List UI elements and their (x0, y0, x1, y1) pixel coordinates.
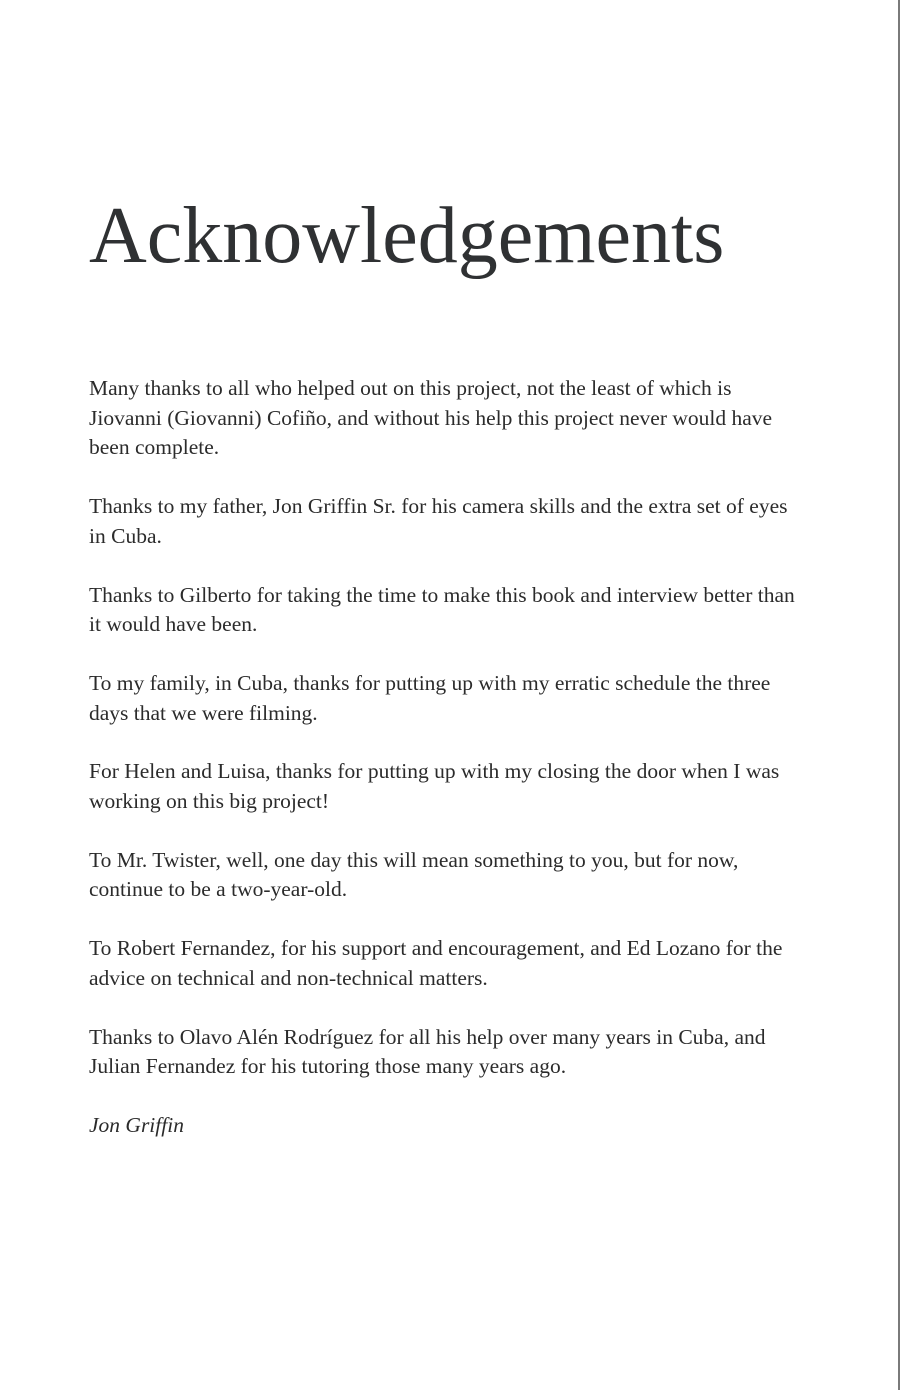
paragraph: To my family, in Cuba, thanks for putting up with my erratic schedule the three days that we were filming. (89, 670, 771, 725)
author-signature: Jon Griffin (89, 1112, 184, 1137)
paragraph: Thanks to my father, Jon Griffin Sr. for his camera skills and the extra set of eyes in Cuba. (89, 494, 788, 548)
page-title: Acknowledgements (89, 192, 725, 280)
paragraph: For Helen and Luisa, thanks for putting up with my closing the door when I was working on this big project! (89, 759, 780, 814)
paragraph: Thanks to Gilberto for taking the time to make this book and interview better than it would have been. (89, 582, 795, 637)
paragraph: To Robert Fernandez, for his support and encouragement, and Ed Lozano for the advice on technical and non-technical matters. (89, 936, 783, 990)
paragraph: To Mr. Twister, well, one day this will mean something to you, but for now, continue to be a two-year-old. (89, 847, 739, 902)
paragraph: Many thanks to all who helped out on this project, not the least of which is Jiovanni (Giovanni) Cofiño, and without his help this project never would have been complete. (89, 376, 773, 460)
paragraph: Thanks to Olavo Alén Rodríguez for all his help over many years in Cuba, and Julian Fernandez for his tutoring those many years ago. (89, 1024, 766, 1079)
acknowledgements-body (89, 374, 809, 1141)
